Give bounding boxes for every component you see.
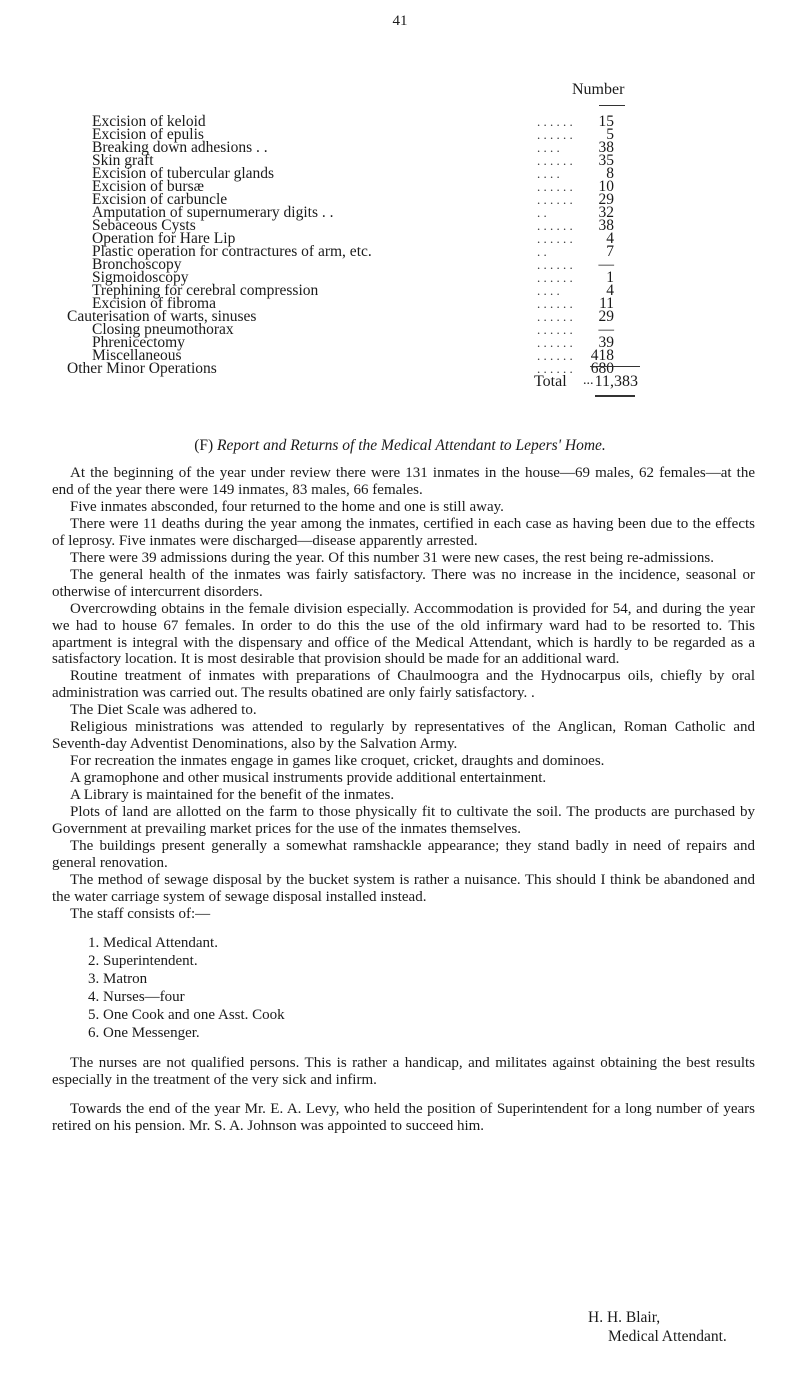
paragraph: [52, 550, 755, 567]
operation-name: Closing pneumothorax: [92, 321, 234, 338]
operation-count: 38: [598, 139, 614, 156]
leader-dots: . .: [537, 244, 547, 259]
operation-name: Bronchoscopy: [92, 256, 182, 273]
operation-name: Sebaceous Cysts: [92, 217, 196, 234]
header-underline: [599, 105, 625, 106]
paragraph-text: Religious ministrations was attended to regularly by representatives of the Anglican, Roman Catholic and Seventh-day Adventist Denominations, also by the Salvation Army.: [52, 719, 755, 752]
paragraph-text: Overcrowding obtains in the female division especially. Accommodation is provided for 54, and during the year we had to house 67 females. In order to do this the use of the old infirmary ward had to be resorted to. This apartment is integral with the dispensary and office of the Medical Attendant, which is hardly to be regarded as a satisfactory location. It is most desirable that provision should be made for an additional ward.: [52, 601, 755, 668]
paragraph-text: For recreation the inmates engage in games like croquet, cricket, draughts and dominoes.: [70, 753, 605, 769]
operation-name: Plastic operation for contractures of arm, etc.: [92, 243, 372, 260]
paragraph: [52, 465, 755, 499]
operation-count: 7: [606, 243, 614, 260]
operation-count: 38: [598, 217, 614, 234]
paragraph: [52, 787, 755, 804]
total-label: Total: [534, 373, 567, 390]
operation-count: 4: [606, 282, 614, 299]
operation-name: Excision of tubercular glands: [92, 165, 275, 182]
operation-count: 8: [606, 165, 614, 182]
leader-dots: . . . . . .: [537, 309, 573, 324]
operation-name: Excision of epulis: [92, 126, 204, 143]
leader-dots: . .: [537, 205, 547, 220]
operation-name: Breaking down adhesions . .: [92, 139, 268, 156]
leader-dots: . . . . . .: [537, 231, 573, 246]
staff-item: 2. Superintendent.: [88, 953, 198, 969]
paragraph: [52, 702, 755, 719]
paragraph-text: There were 11 deaths during the year among the inmates, certified in each case as having been due to the effects of leprosy. Five inmates were discharged—disease apparently arrested.: [52, 516, 755, 549]
staff-item: 4. Nurses—four: [88, 989, 185, 1005]
paragraph: [52, 1055, 755, 1089]
leader-dots: . . . . . .: [537, 192, 573, 207]
paragraph-text: The buildings present generally a somewhat ramshackle appearance; they stand badly in need of repairs and general renovation.: [52, 838, 755, 871]
paragraph-text: Plots of land are allotted on the farm to those physically fit to cultivate the soil. The products are purchased by Government at prevailing market prices for the use of the inmates themselves.: [52, 804, 755, 837]
staff-item: 3. Matron: [88, 971, 148, 987]
leader-dots: . . . .: [537, 166, 560, 181]
paragraph: [52, 872, 755, 906]
paragraph: [52, 838, 755, 872]
operation-name: Skin graft: [92, 152, 154, 169]
operation-name: Miscellaneous: [92, 347, 182, 364]
operation-name: Excision of bursæ: [92, 178, 204, 195]
paragraph: [52, 719, 755, 753]
leader-dots: . . . . . .: [537, 257, 573, 272]
operation-name: Amputation of supernumerary digits . .: [92, 204, 334, 221]
paragraph: [52, 804, 755, 838]
operation-count: —: [598, 321, 614, 338]
staff-item: 1. Medical Attendant.: [88, 935, 218, 951]
paragraph: [52, 668, 755, 702]
leader-dots: . . . .: [537, 140, 560, 155]
leader-dots: . . . . . .: [537, 153, 573, 168]
operation-name: Operation for Hare Lip: [92, 230, 236, 247]
operation-name: Excision of fibroma: [92, 295, 216, 312]
operation-count: 32: [598, 204, 614, 221]
signature-title: Medical Attendant.: [608, 1328, 727, 1345]
leader-dots: . . . . . .: [537, 127, 573, 142]
paragraph: [52, 1101, 755, 1135]
paragraph-text: Routine treatment of inmates with preparations of Chaulmoogra and the Hydnocarpus oils, chiefly by oral administration was carried out. The results obatined are only fairly satisfactory. .: [52, 668, 755, 701]
paragraph: [52, 499, 755, 516]
operation-name: Excision of carbuncle: [92, 191, 228, 208]
operation-count: 680: [590, 360, 614, 377]
signature-name-text: H. H. Blair,: [588, 1309, 661, 1326]
paragraph-text: Five inmates absconded, four returned to the home and one is still away.: [70, 499, 504, 515]
staff-item: 5. One Cook and one Asst. Cook: [88, 1007, 285, 1023]
paragraph-text: At the beginning of the year under review there were 131 inmates in the house—69 males, 62 females—at the end of the year there were 149 inmates, 83 males, 66 females.: [52, 465, 755, 498]
signature-name: [588, 1309, 660, 1327]
paragraph: [52, 516, 755, 550]
leader-dots: . . . .: [537, 283, 560, 298]
total-dots: ...: [583, 373, 594, 388]
section-title: Report and Returns of the Medical Attendant to Lepers' Home.: [217, 437, 606, 454]
leader-dots: . . . . . .: [537, 296, 573, 311]
leader-dots: . . . . . .: [537, 179, 573, 194]
operation-count: —: [598, 256, 614, 273]
leader-dots: . . . . . .: [537, 361, 573, 376]
operation-count: 39: [598, 334, 614, 351]
operation-name: Other Minor Operations: [67, 360, 217, 377]
page-number: 41: [392, 13, 408, 29]
paragraph-text: The staff consists of:—: [70, 906, 211, 922]
column-header-number: Number: [572, 81, 625, 98]
leader-dots: . . . . . .: [537, 335, 573, 350]
paragraph-text: A gramophone and other musical instruments provide additional entertainment.: [70, 770, 547, 786]
paragraph: [52, 770, 755, 787]
operation-name: Cauterisation of warts, sinuses: [67, 308, 257, 325]
section-prefix: (F): [194, 437, 214, 454]
leader-dots: . . . . . .: [537, 270, 573, 285]
operation-name: Trephining for cerebral compression: [92, 282, 319, 299]
operation-count: 11: [599, 295, 614, 312]
section-heading: [0, 437, 800, 455]
total-rule-top: [590, 366, 640, 367]
leader-dots: . . . . . .: [537, 322, 573, 337]
total-rule-bottom: [595, 395, 635, 397]
leader-dots: . . . . . .: [537, 114, 573, 129]
operation-count: 5: [606, 126, 614, 143]
table-row: [0, 360, 800, 378]
operation-count: 29: [598, 191, 614, 208]
leader-dots: . . . . . .: [537, 218, 573, 233]
staff-item: 6. One Messenger.: [88, 1025, 200, 1041]
paragraph: [52, 906, 755, 923]
paragraph: [52, 567, 755, 601]
operation-count: 35: [598, 152, 614, 169]
paragraph-text: The general health of the inmates was fairly satisfactory. There was no increase in the incidence, seasonal or otherwise of intercurrent disorders.: [52, 567, 755, 600]
operation-count: 15: [598, 113, 614, 130]
paragraph-text: The Diet Scale was adhered to.: [70, 702, 257, 718]
paragraph-text: The nurses are not qualified persons. This is rather a handicap, and militates against obtaining the best results especially in the treatment of the very sick and infirm.: [52, 1055, 755, 1088]
paragraph: [52, 601, 755, 668]
paragraph: [52, 753, 755, 770]
operation-count: 4: [606, 230, 614, 247]
paragraph-text: Towards the end of the year Mr. E. A. Levy, who held the position of Superintendent for a long number of years retired on his pension. Mr. S. A. Johnson was appointed to succeed him.: [52, 1101, 755, 1134]
operation-count: 418: [590, 347, 614, 364]
paragraph-text: There were 39 admissions during the year. Of this number 31 were new cases, the rest being re-admissions.: [70, 550, 714, 566]
operation-name: Excision of keloid: [92, 113, 206, 130]
leader-dots: . . . . . .: [537, 348, 573, 363]
paragraph-text: The method of sewage disposal by the bucket system is rather a nuisance. This should I think be abandoned and the water carriage system of sewage disposal installed instead.: [52, 872, 755, 905]
total-value: 11,383: [594, 373, 638, 390]
operation-count: 29: [598, 308, 614, 325]
operation-name: Sigmoidoscopy: [92, 269, 189, 286]
operation-name: Phrenicectomy: [92, 334, 185, 351]
operation-count: 1: [606, 269, 614, 286]
paragraph-text: A Library is maintained for the benefit of the inmates.: [70, 787, 395, 803]
operation-count: 10: [598, 178, 614, 195]
